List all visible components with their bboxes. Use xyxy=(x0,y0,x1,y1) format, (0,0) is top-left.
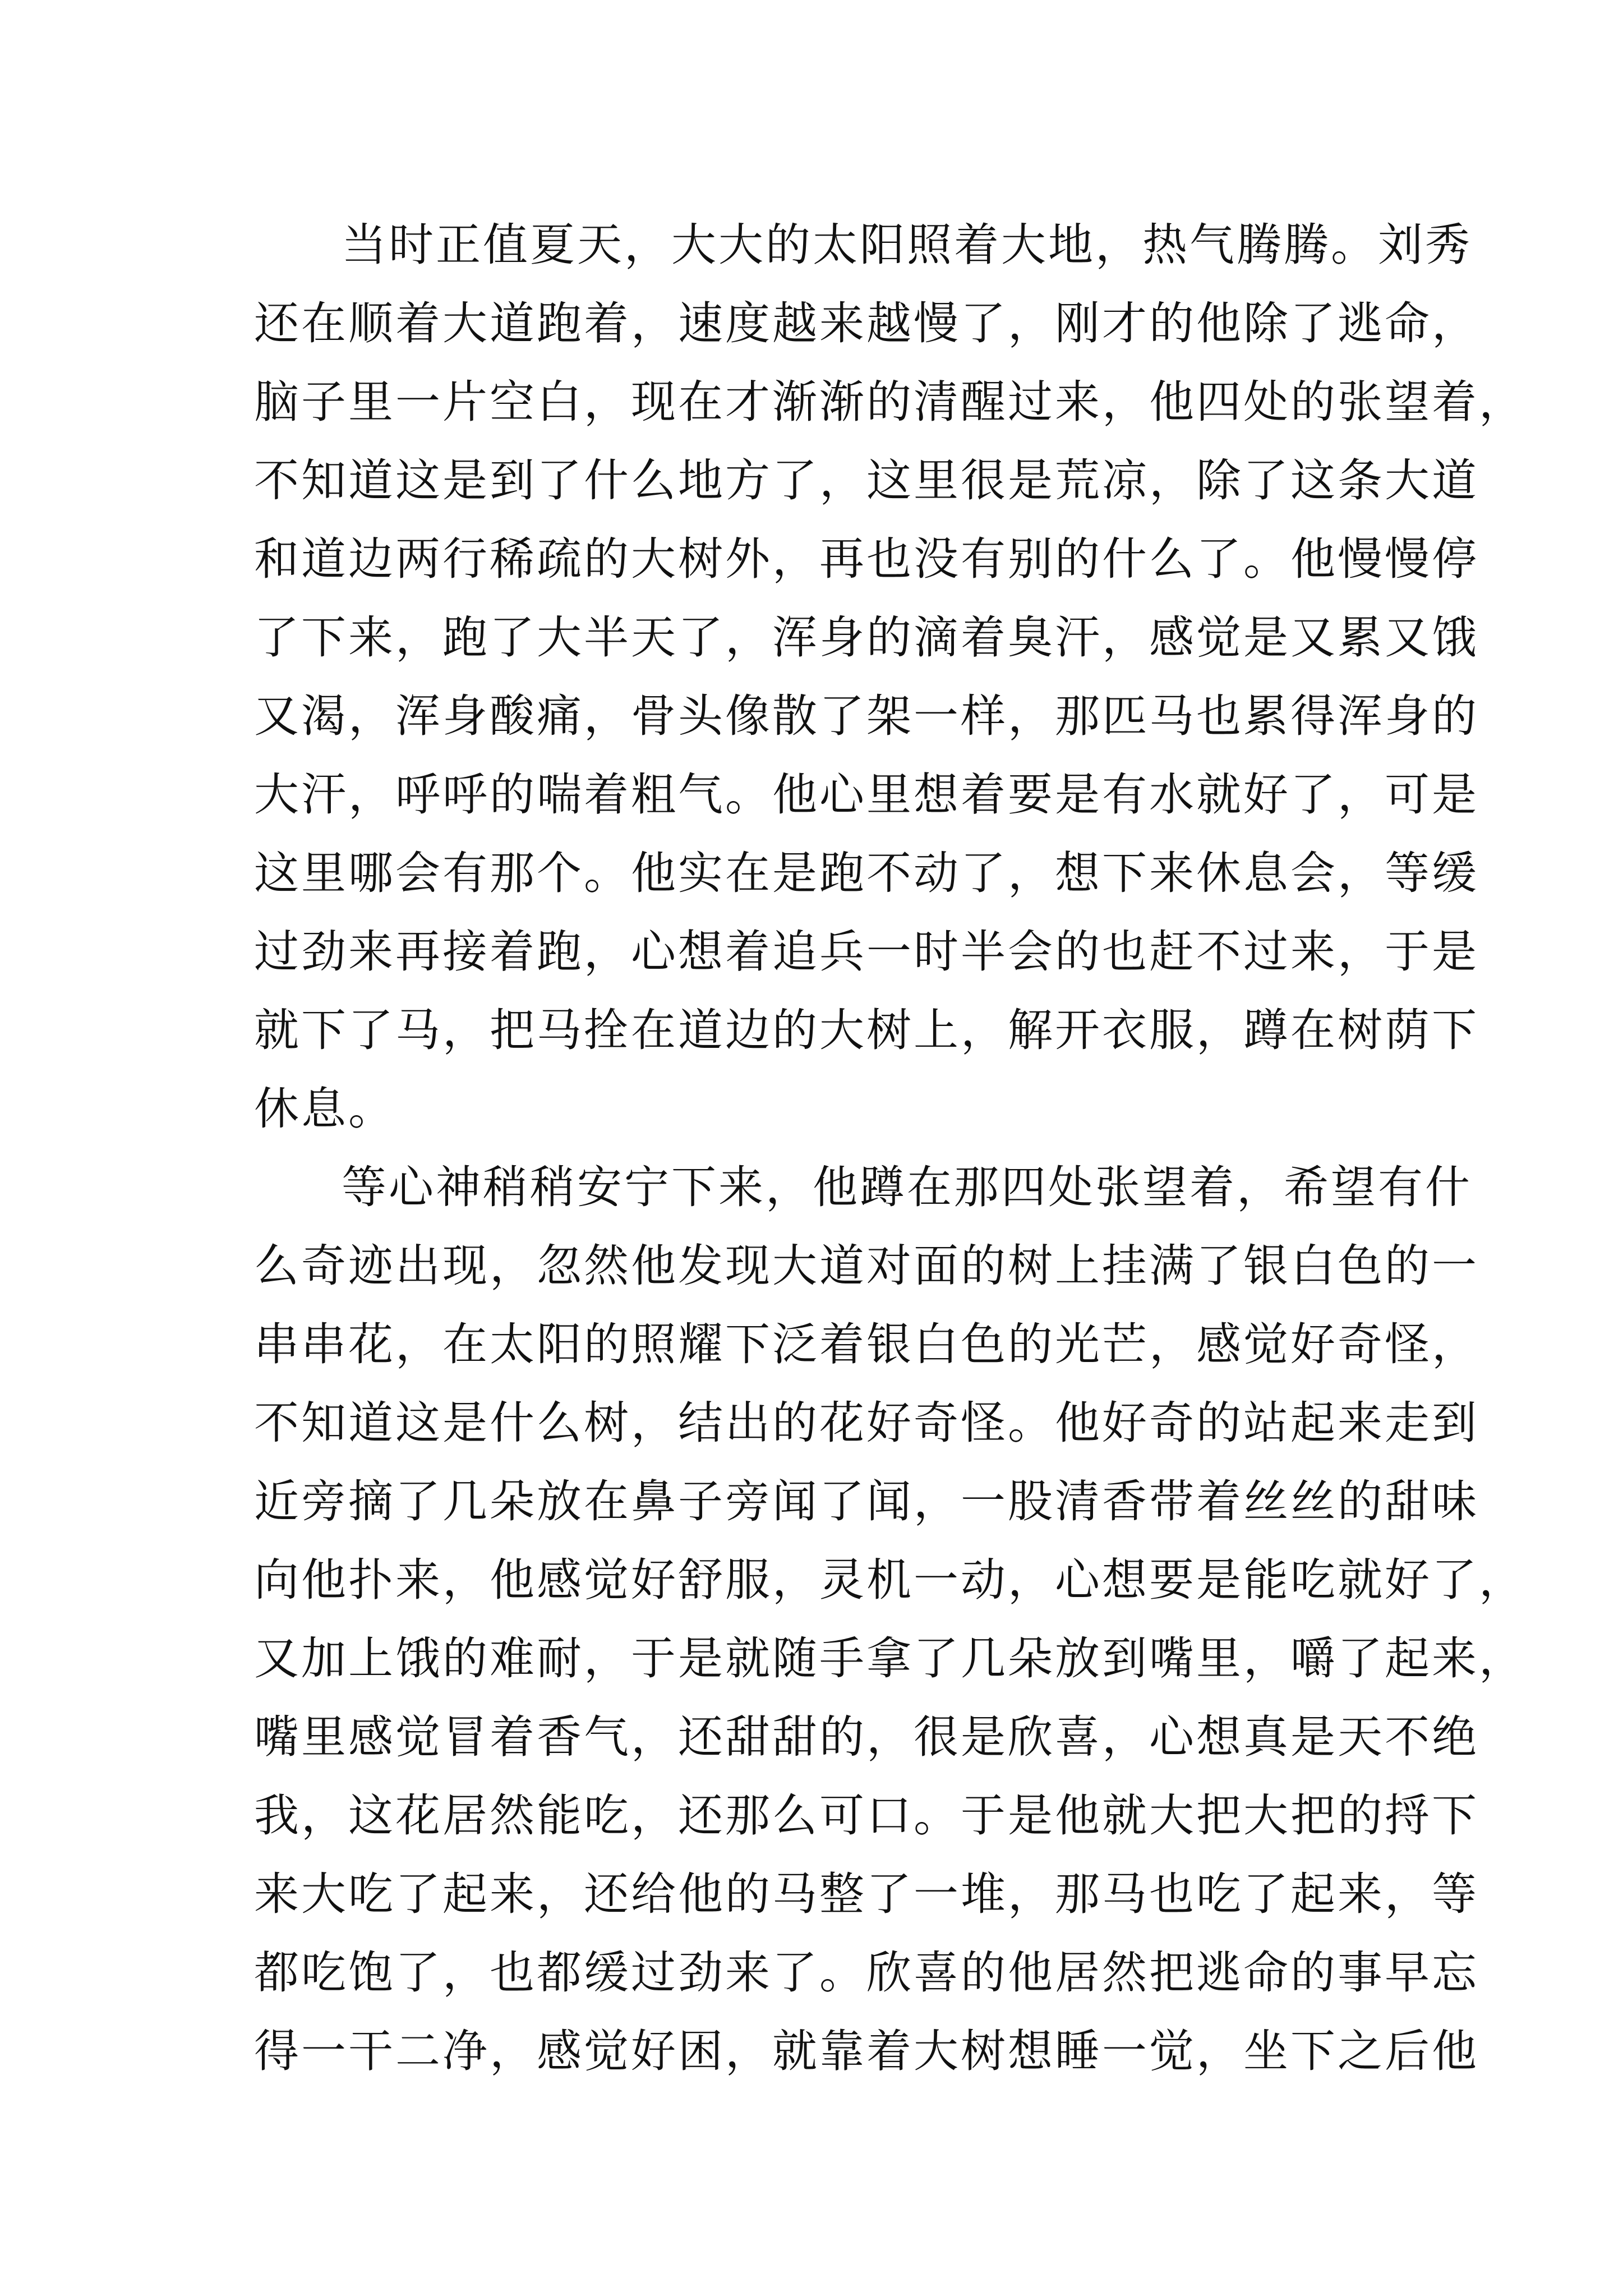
text-line: 么奇迹出现，忽然他发现大道对面的树上挂满了银白色的一 xyxy=(254,1240,1479,1292)
text-line: 还在顺着大道跑着，速度越来越慢了，刚才的他除了逃命， xyxy=(254,297,1479,349)
text-line: 休息。 xyxy=(254,1083,395,1135)
text-line: 过劲来再接着跑，心想着追兵一时半会的也赶不过来，于是 xyxy=(254,926,1479,978)
text-line: 当时正值夏天，大大的太阳照着大地，热气腾腾。刘秀 xyxy=(342,219,1472,271)
text-line: 来大吃了起来，还给他的马整了一堆，那马也吃了起来，等 xyxy=(254,1868,1479,1920)
text-line: 得一干二净，感觉好困，就靠着大树想睡一觉，坐下之后他 xyxy=(254,2025,1479,2077)
text-line: 和道边两行稀疏的大树外，再也没有别的什么了。他慢慢停 xyxy=(254,533,1479,585)
text-line: 又渴，浑身酸痛，骨头像散了架一样，那匹马也累得浑身的 xyxy=(254,690,1479,742)
text-line: 都吃饱了，也都缓过劲来了。欣喜的他居然把逃命的事早忘 xyxy=(254,1947,1479,1999)
text-line: 不知道这是到了什么地方了，这里很是荒凉，除了这条大道 xyxy=(254,454,1479,507)
text-line: 不知道这是什么树，结出的花好奇怪。他好奇的站起来走到 xyxy=(254,1397,1479,1449)
text-line: 我，这花居然能吃，还那么可口。于是他就大把大把的捋下 xyxy=(254,1789,1479,1842)
text-line: 等心神稍稍安宁下来，他蹲在那四处张望着，希望有什 xyxy=(342,1161,1472,1213)
text-line: 大汗，呼呼的喘着粗气。他心里想着要是有水就好了，可是 xyxy=(254,769,1479,821)
text-line: 就下了马，把马拴在道边的大树上，解开衣服，蹲在树荫下 xyxy=(254,1004,1479,1056)
text-line: 又加上饿的难耐，于是就随手拿了几朵放到嘴里，嚼了起来， xyxy=(254,1632,1526,1685)
text-line: 串串花，在太阳的照耀下泛着银白色的光芒，感觉好奇怪， xyxy=(254,1318,1479,1370)
text-line: 近旁摘了几朵放在鼻子旁闻了闻，一股清香带着丝丝的甜味 xyxy=(254,1475,1479,1527)
text-line: 这里哪会有那个。他实在是跑不动了，想下来休息会，等缓 xyxy=(254,847,1479,899)
text-line: 脑子里一片空白，现在才渐渐的清醒过来，他四处的张望着， xyxy=(254,376,1526,428)
text-line: 向他扑来，他感觉好舒服，灵机一动，心想要是能吃就好了， xyxy=(254,1554,1526,1606)
text-line: 嘴里感觉冒着香气，还甜甜的，很是欣喜，心想真是天不绝 xyxy=(254,1711,1479,1763)
text-line: 了下来，跑了大半天了，浑身的滴着臭汗，感觉是又累又饿 xyxy=(254,611,1479,664)
